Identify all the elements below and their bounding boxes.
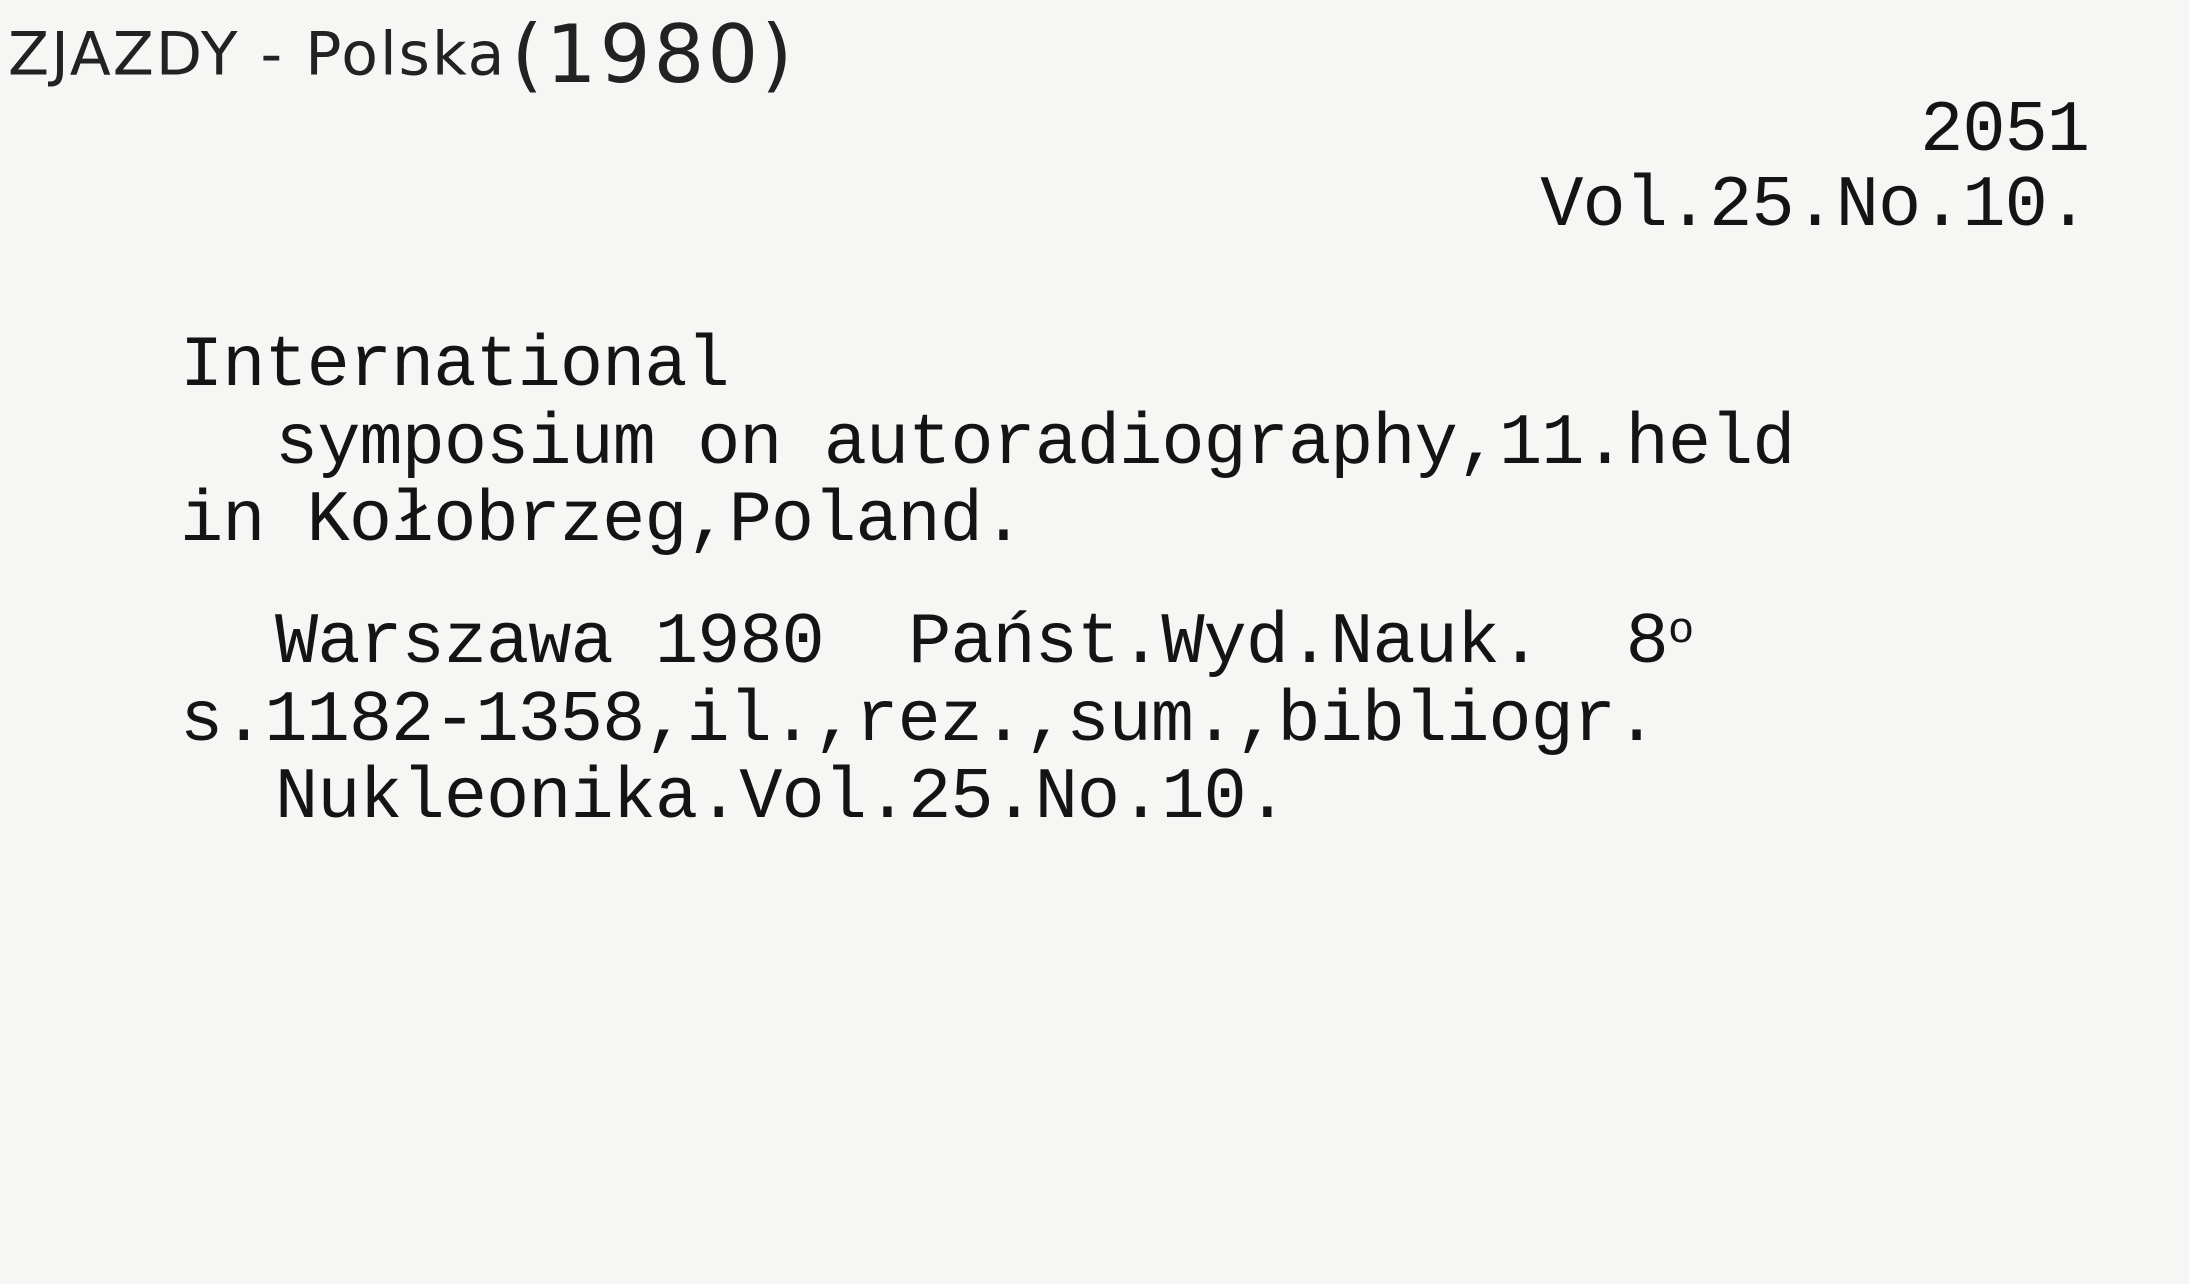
imprint-text: Warszawa 1980 Państ.Wyd.Nauk. 8 bbox=[275, 602, 1668, 684]
title-line: in Kołobrzeg,Poland. bbox=[180, 480, 1025, 562]
title-line: symposium on autoradiography,11.held bbox=[275, 403, 1795, 485]
subject-heading: ZJAZDY - Polska bbox=[8, 19, 507, 90]
series-line: Nukleonika.Vol.25.No.10. bbox=[275, 757, 1288, 839]
heading-year: (1980) bbox=[511, 8, 796, 101]
title-line: International bbox=[180, 325, 729, 407]
call-number: 2051 bbox=[1920, 90, 2089, 172]
format-superscript: o bbox=[1667, 606, 1694, 656]
volume-reference: Vol.25.No.10. bbox=[1540, 165, 2089, 247]
handwritten-subject-heading bbox=[8, 8, 796, 118]
pagination-line: s.1182-1358,il.,rez.,sum.,bibliogr. bbox=[180, 680, 1658, 762]
imprint-line bbox=[275, 602, 1694, 684]
